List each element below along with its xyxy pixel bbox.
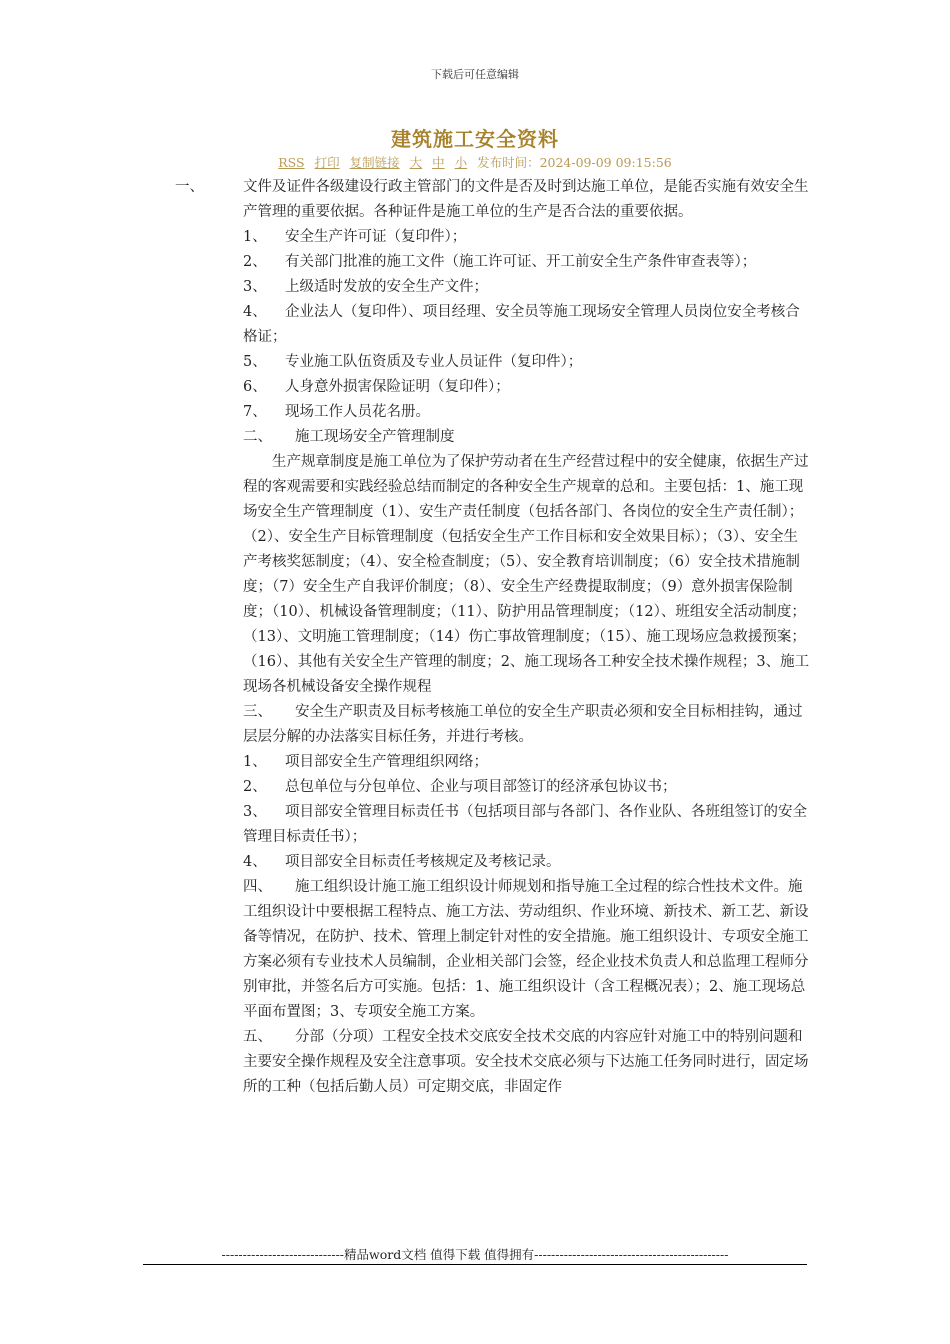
page-title: 建筑施工安全资料 <box>391 127 559 151</box>
item-number: 2、 <box>243 254 267 270</box>
list-item <box>243 375 811 400</box>
list-item <box>243 775 811 800</box>
font-medium-link[interactable]: 中 <box>432 155 445 170</box>
item-text: 现场工作人员花名册。 <box>285 404 430 420</box>
list-item <box>243 225 811 250</box>
item-text: 总包单位与分包单位、企业与项目部签订的经济承包协议书； <box>285 779 677 795</box>
section-5-number: 五、 <box>243 1029 272 1045</box>
print-link[interactable]: 打印 <box>314 155 340 170</box>
list-item <box>243 250 811 275</box>
list-item <box>243 850 811 875</box>
list-item <box>243 400 811 425</box>
footer-note: -----------------------------精品word文档 值得下载 值得拥有---------------------------------------------- <box>221 1247 729 1262</box>
font-large-link[interactable]: 大 <box>409 155 423 170</box>
list-item <box>243 275 811 300</box>
section-4-paragraph <box>243 875 811 1025</box>
copy-link[interactable]: 复制链接 <box>349 155 400 170</box>
article-meta <box>0 153 950 171</box>
list-item <box>243 750 811 775</box>
article-body <box>243 175 811 1100</box>
item-number: 3、 <box>243 804 267 820</box>
item-text: 项目部安全目标责任考核规定及考核记录。 <box>285 854 561 870</box>
list-item <box>243 350 811 375</box>
item-number: 6、 <box>243 379 267 395</box>
section-1-number: 一、 <box>175 179 204 195</box>
section-3-number: 三、 <box>243 704 272 720</box>
section-1-text: 文件及证件各级建设行政主管部门的文件是否及时到达施工单位，是能否实施有效安全生产管理的重要依据。各种证件是施工单位的生产是否合法的重要依据。 <box>243 179 809 220</box>
item-number: 5、 <box>243 354 267 370</box>
section-2-title: 施工现场安全产管理制度 <box>295 429 455 445</box>
font-small-link[interactable]: 小 <box>454 155 468 170</box>
section-5-text: 分部（分项）工程安全技术交底安全技术交底的内容应针对施工中的特别问题和主要安全操作规程及安全注意事项。安全技术交底必须与下达施工任务同时进行，固定场所的工种（包括后勤人员）可定期交底，非固定作 <box>243 1029 809 1095</box>
item-number: 1、 <box>243 229 267 245</box>
header-note: 下载后可任意编辑 <box>431 68 519 81</box>
section-2-number: 二、 <box>243 429 272 445</box>
item-text: 专业施工队伍资质及专业人员证件（复印件）； <box>285 354 583 370</box>
item-text: 安全生产许可证（复印件）； <box>285 229 467 245</box>
item-number: 4、 <box>243 304 267 320</box>
item-number: 1、 <box>243 754 267 770</box>
item-text: 企业法人（复印件）、项目经理、安全员等施工现场安全管理人员岗位安全考核合格证； <box>243 304 800 345</box>
section-3-paragraph <box>243 700 811 750</box>
item-number: 3、 <box>243 279 267 295</box>
publish-time: 发布时间：2024-09-09 09:15:56 <box>477 155 672 170</box>
item-text: 项目部安全生产管理组织网络； <box>285 754 488 770</box>
item-text: 项目部安全管理目标责任书（包括项目部与各部门、各作业队、各班组签订的安全管理目标责任书）； <box>243 804 807 845</box>
item-number: 7、 <box>243 404 267 420</box>
section-4-text: 施工组织设计施工施工组织设计师规划和指导施工全过程的综合性技术文件。施工组织设计中要根据工程特点、施工方法、劳动组织、作业环境、新技术、新工艺、新设备等情况，在防护、技术、管理上制定针对性的安全措施。施工组织设计、专项安全施工方案必须有专业技术人员编制，企业相关部门会签，经企业技术负责人和总监理工程师分别审批，并签名后方可实施。包括：1、施工组织设计（含工程概况表）；2、施工现场总平面布置图；3、专项安全施工方案。 <box>243 879 809 1020</box>
item-number: 4、 <box>243 854 267 870</box>
footer-divider <box>143 1264 807 1265</box>
section-3-text: 安全生产职责及目标考核施工单位的安全生产职责必须和安全目标相挂钩，通过层层分解的办法落实目标任务，并进行考核。 <box>243 704 803 745</box>
section-5-paragraph <box>243 1025 811 1100</box>
section-2-heading <box>243 425 811 450</box>
section-4-number: 四、 <box>243 879 272 895</box>
section-2-text: 生产规章制度是施工单位为了保护劳动者在生产经营过程中的安全健康，依据生产过程的客观需要和实践经验总结而制定的各种安全生产规章的总和。主要包括：1、施工现场安全生产管理制度（1）、安生产责任制度（包括各部门、各岗位的安全生产责任制）；（2）、安全生产目标管理制度（包括安全生产工作目标和安全效果目标）；（3）、安全生产考核奖惩制度；（4）、安全检查制度；（5）、安全教育培训制度；（6）安全技术措施制度；（7）安全生产自我评价制度；（8）、安全生产经费提取制度；（9）意外损害保险制度；（10）、机械设备管理制度；（11）、防护用品管理制度；（12）、班组安全活动制度；（13）、文明施工管理制度；（14）伤亡事故管理制度；（15）、施工现场应急救援预案；（16）、其他有关安全生产管理的制度；2、施工现场各工种安全技术操作规程；3、施工现场各机械设备安全操作规程 <box>243 454 810 695</box>
item-text: 上级适时发放的安全生产文件； <box>285 279 488 295</box>
list-item <box>243 300 811 350</box>
list-item <box>243 800 811 850</box>
item-text: 有关部门批准的施工文件（施工许可证、开工前安全生产条件审查表等）； <box>285 254 757 270</box>
item-number: 2、 <box>243 779 267 795</box>
item-text: 人身意外损害保险证明（复印件）； <box>285 379 510 395</box>
rss-link[interactable]: RSS <box>278 155 305 170</box>
